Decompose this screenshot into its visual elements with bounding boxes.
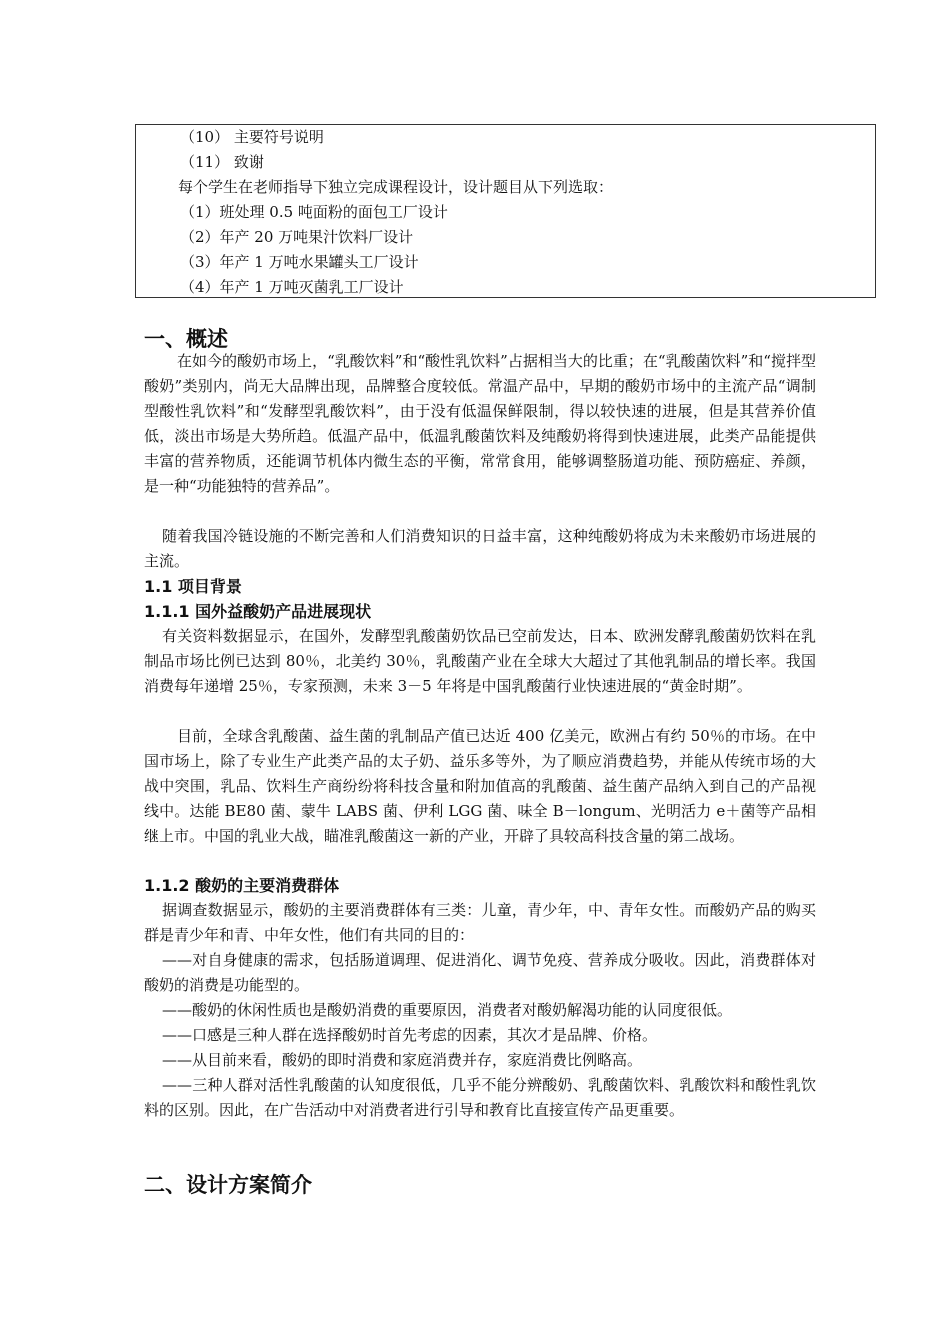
box-item-topic-4: （4）年产 1 万吨灭菌乳工厂设计 bbox=[180, 278, 404, 296]
subsection-1-1-2-paragraph-1: 据调查数据显示，酸奶的主要消费群体有三类：儿童，青少年，中、青年女性。而酸奶产品的购买群是青少年和青、中年女性，他们有共同的目的： bbox=[144, 901, 816, 944]
subsection-1-1-2-paragraph-4: ——口感是三种人群在选择酸奶时首先考虑的因素，其次才是品牌、价格。 bbox=[162, 1026, 658, 1044]
section-1-heading: 一、概述 bbox=[144, 327, 228, 351]
box-item-instructions: 每个学生在老师指导下独立完成课程设计，设计题目从下列选取： bbox=[178, 178, 614, 196]
box-item-symbols: （10） 主要符号说明 bbox=[180, 128, 324, 146]
subsection-1-1-1-paragraph-1: 有关资料数据显示，在国外，发酵型乳酸菌奶饮品已空前发达，日本、欧洲发酵乳酸菌奶饮料在乳制品市场比例已达到 80％，北美约 30％，乳酸菌产业在全球大大超过了其他乳制品的增长率。我国消费每年递增 25％，专家预测，未来 3－5 年将是中国乳酸菌行业快速进展的“黄金时期”。 bbox=[144, 627, 816, 695]
subsection-1-1-2-paragraph-6: ——三种人群对活性乳酸菌的认知度很低，几乎不能分辨酸奶、乳酸菌饮料、乳酸饮料和酸性乳饮料的区别。因此，在广告活动中对消费者进行引导和教育比直接宣传产品更重要。 bbox=[144, 1076, 816, 1119]
subsection-1-1-1-heading: 1.1.1 国外益酸奶产品进展现状 bbox=[144, 602, 372, 621]
subsection-1-1-2-paragraph-2: ——对自身健康的需求，包括肠道调理、促进消化、调节免疫、营养成分吸收。因此，消费群体对酸奶的消费是功能型的。 bbox=[144, 951, 816, 994]
subsection-1-1-2-paragraph-3: ——酸奶的休闲性质也是酸奶消费的重要原因，消费者对酸奶解渴功能的认同度很低。 bbox=[162, 1001, 733, 1019]
box-item-topic-1: （1）班处理 0.5 吨面粉的面包工厂设计 bbox=[180, 203, 448, 221]
subsection-1-1-2-paragraph-5: ——从目前来看，酸奶的即时消费和家庭消费并存，家庭消费比例略高。 bbox=[162, 1051, 643, 1069]
box-item-thanks: （11） 致谢 bbox=[180, 153, 264, 171]
section-2-heading: 二、设计方案简介 bbox=[144, 1173, 312, 1197]
section-1-paragraph-1: 在如今的酸奶市场上，“乳酸饮料”和“酸性乳饮料”占据相当大的比重；在“乳酸菌饮料”和“搅拌型酸奶”类别内，尚无大品牌出现，品牌整合度较低。常温产品中，早期的酸奶市场中的主流产品“调制型酸性乳饮料”和“发酵型乳酸饮料”，由于没有低温保鲜限制，得以较快速的进展，但是其营养价值低，淡出市场是大势所趋。低温产品中，低温乳酸菌饮料及纯酸奶将得到快速进展，此类产品能提供丰富的营养物质，还能调节机体内微生态的平衡，常常食用，能够调整肠道功能、预防癌症、养颜，是一种“功能独特的营养品”。 bbox=[144, 352, 816, 495]
subsection-1-1-heading: 1.1 项目背景 bbox=[144, 577, 242, 596]
box-item-topic-2: （2）年产 20 万吨果汁饮料厂设计 bbox=[180, 228, 414, 246]
subsection-1-1-2-heading: 1.1.2 酸奶的主要消费群体 bbox=[144, 876, 340, 895]
box-item-topic-3: （3）年产 1 万吨水果罐头工厂设计 bbox=[180, 253, 419, 271]
section-1-paragraph-2: 随着我国冷链设施的不断完善和人们消费知识的日益丰富，这种纯酸奶将成为未来酸奶市场进展的主流。 bbox=[144, 527, 816, 570]
subsection-1-1-1-paragraph-2: 目前，全球含乳酸菌、益生菌的乳制品产值已达近 400 亿美元，欧洲占有约 50％的市场。在中国市场上，除了专业生产此类产品的太子奶、益乐多等外，为了顺应消费趋势，并能从传统市场的大战中突围，乳品、饮料生产商纷纷将科技含量和附加值高的乳酸菌、益生菌产品纳入到自己的产品视线中。达能 BE80 菌、蒙牛 LABS 菌、伊利 LGG 菌、味全 B－longum、光明活力 e＋菌等产品相继上市。中国的乳业大战，瞄准乳酸菌这一新的产业，开辟了具较高科技含量的第二战场。 bbox=[144, 727, 816, 845]
